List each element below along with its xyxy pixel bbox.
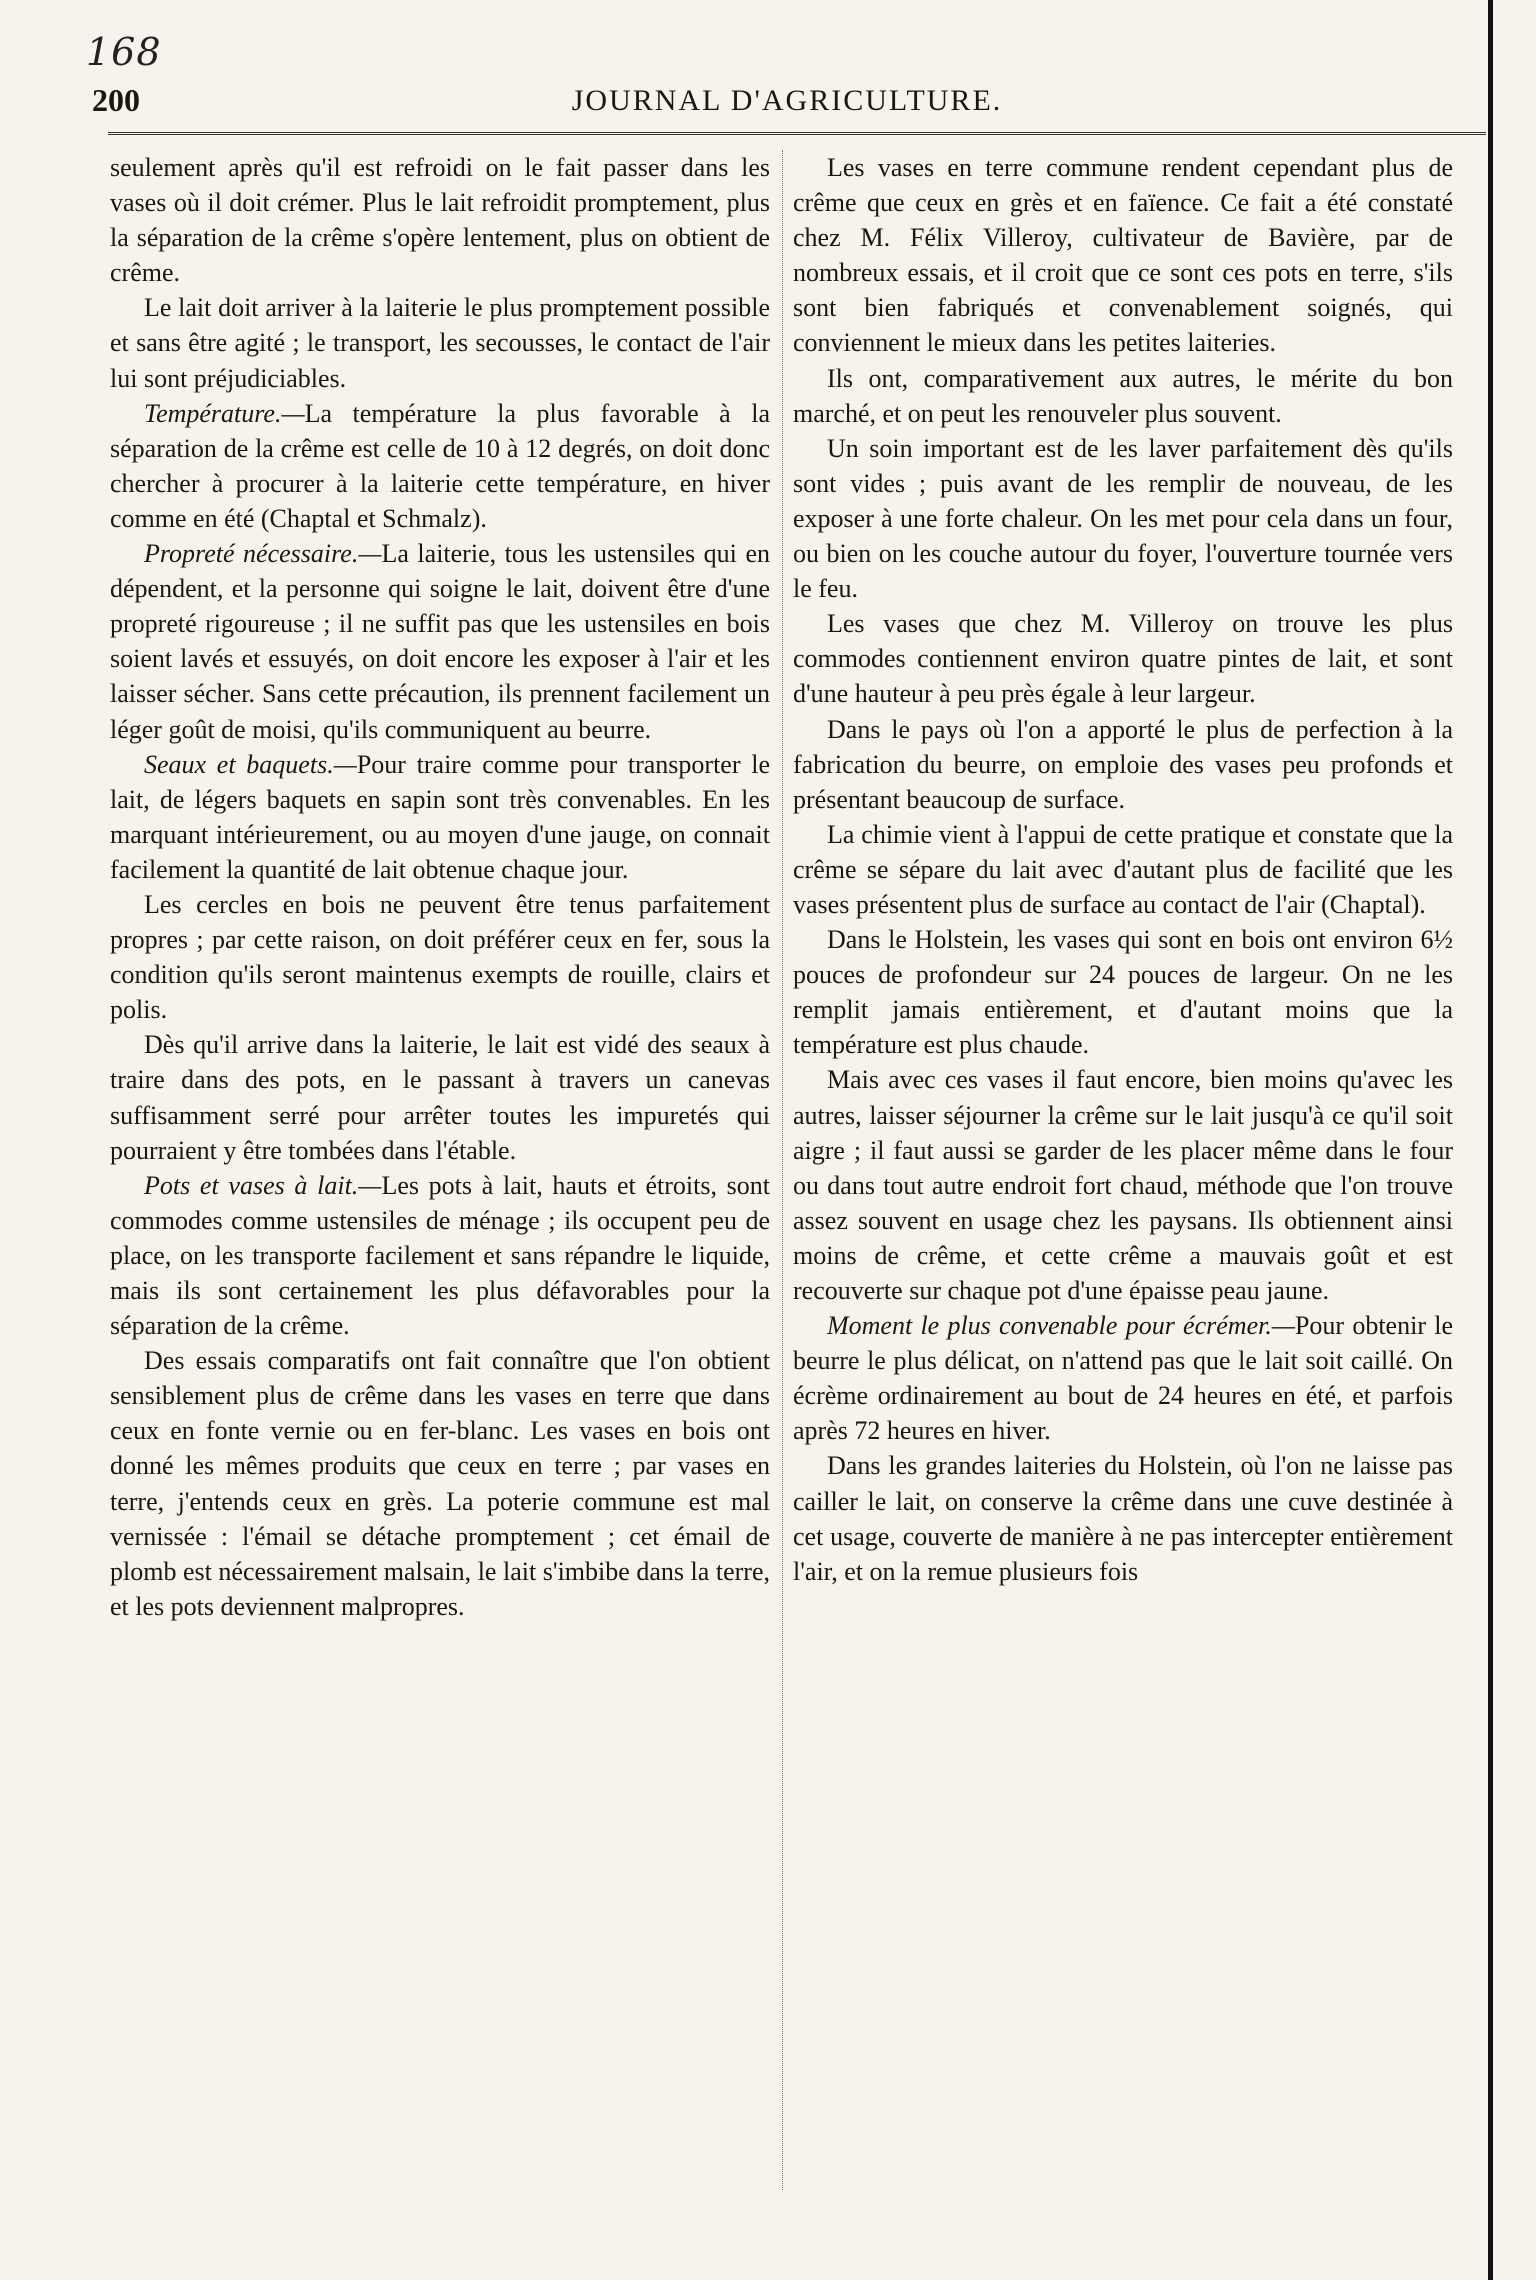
header-rule xyxy=(108,132,1486,135)
paragraph xyxy=(110,396,770,536)
paragraph xyxy=(793,361,1453,431)
paragraph xyxy=(793,817,1453,922)
paragraph-text: Un soin important est de les laver parfaitement dès qu'ils sont vides ; puis avant de les remplir de nouveau, de les exposer à une forte chaleur. On les met pour cela dans un four, ou bien on les couche autour du foyer, l'ouverture tournée vers le feu. xyxy=(793,433,1453,604)
paragraph xyxy=(110,1168,770,1343)
paragraph xyxy=(793,431,1453,606)
paragraph-text: Dès qu'il arrive dans la laiterie, le lait est vidé des seaux à traire dans des pots, en le passant à travers un canevas suffisamment serré pour arrêter toutes les impuretés qui pourraient y être tombées dans l'étable. xyxy=(110,1030,770,1165)
paragraph-text: Le lait doit arriver à la laiterie le plus promptement possible et sans être agité ; le transport, les secousses, le contact de l'air lui sont préjudiciables. xyxy=(110,293,770,393)
paragraph xyxy=(110,887,770,1027)
page-header xyxy=(92,82,1482,132)
running-title: JOURNAL D'AGRICULTURE. xyxy=(571,84,1003,117)
paragraph xyxy=(793,1308,1453,1448)
paragraph-text: Les pots à lait, hauts et étroits, sont commodes comme ustensiles de ménage ; ils occupent peu de place, on les transporte facilement et sans répandre le liquide, mais ils sont certainement les plus défavorables pour la séparation de la crême. xyxy=(110,1170,771,1341)
paragraph-text: Les vases en terre commune rendent cependant plus de crême que ceux en grès et en faïence. Ce fait a été constaté chez M. Félix Villeroy, cultivateur de Bavière, par de nombreux essais, et il croit que ce sont ces pots en terre, s'ils sont bien fabriqués et convenablement soignés, qui conviennent le mieux dans les petites laiteries. xyxy=(793,153,1453,358)
paragraph-text: Dans le Holstein, les vases qui sont en bois ont environ 6½ pouces de profondeur sur 24 pouces de largeur. On ne les remplit jamais entièrement, et d'autant moins que la température est plus chaude. xyxy=(793,925,1453,1060)
paragraph xyxy=(110,747,770,887)
paragraph xyxy=(793,606,1453,711)
paragraph-text: Ils ont, comparativement aux autres, le mérite du bon marché, et on peut les renouveler plus souvent. xyxy=(793,363,1453,428)
paragraph xyxy=(793,1062,1453,1308)
paragraph-text: Pour traire comme pour transporter le lait, de légers baquets en sapin sont très convenables. En les marquant intérieurement, ou au moyen d'une jauge, on connait facilement la quantité de lait obtenue chaque jour. xyxy=(110,749,771,884)
paragraph-text: La chimie vient à l'appui de cette pratique et constate que la crême se sépare du lait avec d'autant plus de facilité que les vases présentent plus de surface au contact de l'air (Chaptal). xyxy=(793,819,1453,919)
paragraph-text: Des essais comparatifs ont fait connaître que l'on obtient sensiblement plus de crême dans les vases en terre que dans ceux en fonte vernie ou en fer-blanc. Les vases en bois ont donné les mêmes produits que ceux en terre ; par vases en terre, j'entends ceux en grès. La poterie commune est mal vernissée : l'émail se détache promptement ; cet émail de plomb est nécessairement malsain, le lait s'imbibe dans la terre, et les pots deviennent malpropres. xyxy=(110,1346,770,1621)
paragraph-text: Pour obtenir le beurre le plus délicat, on n'attend pas que le lait soit caillé. On écrème ordinairement au bout de 24 heures en été, et parfois après 72 heures en hiver. xyxy=(793,1311,1453,1446)
run-in-heading: Propreté nécessaire.— xyxy=(144,539,382,569)
column-divider xyxy=(782,150,784,2190)
paragraph-text: Dans le pays où l'on a apporté le plus de perfection à la fabrication du beurre, on emploie des vases peu profonds et présentant beaucoup de surface. xyxy=(793,714,1453,814)
paragraph-text: La laiterie, tous les ustensiles qui en dépendent, et la personne qui soigne le lait, doivent être d'une propreté rigoureuse ; il ne suffit pas que les ustensiles en bois soient lavés et essuyés, on doit encore les exposer à l'air et les laisser sécher. Sans cette précaution, ils prennent facilement un léger goût de moisi, qu'ils communiquent au beurre. xyxy=(110,539,771,744)
left-column xyxy=(110,150,770,2190)
run-in-heading: Moment le plus convenable pour écrémer.— xyxy=(827,1311,1295,1341)
run-in-heading: Température.— xyxy=(144,398,305,428)
paragraph-text: Dans les grandes laiteries du Holstein, où l'on ne laisse pas cailler le lait, on conserve la crême dans une cuve destinée à cet usage, couverte de manière à ne pas intercepter entièrement l'air, et on la remue plusieurs fois xyxy=(793,1451,1453,1586)
paragraph xyxy=(793,712,1453,817)
paragraph xyxy=(793,922,1453,1062)
paragraph xyxy=(793,150,1453,361)
paragraph xyxy=(110,1343,770,1624)
handwritten-folio-number: 168 xyxy=(86,30,162,74)
paragraph-text: seulement après qu'il est refroidi on le fait passer dans les vases où il doit crémer. Plus le lait refroidit promptement, plus la séparation de la crême s'opère lentement, plus on obtient de crême. xyxy=(110,153,770,288)
paragraph xyxy=(110,290,770,395)
right-column xyxy=(793,150,1453,2190)
paragraph xyxy=(110,150,770,290)
paragraph-text: La température la plus favorable à la séparation de la crême est celle de 10 à 12 degrés, on doit donc chercher à procurer à la laiterie cette température, en hiver comme en été (Chaptal et Schmalz). xyxy=(110,398,770,533)
paragraph xyxy=(110,1027,770,1167)
paragraph xyxy=(793,1448,1453,1588)
run-in-heading: Seaux et baquets.— xyxy=(144,749,357,779)
binding-edge xyxy=(1488,0,1493,2280)
paragraph xyxy=(110,536,770,747)
run-in-heading: Pots et vases à lait.— xyxy=(144,1170,382,1200)
paragraph-text: Les vases que chez M. Villeroy on trouve les plus commodes contiennent environ quatre pintes de lait, et sont d'une hauteur à peu près égale à leur largeur. xyxy=(793,609,1453,709)
paragraph-text: Mais avec ces vases il faut encore, bien moins qu'avec les autres, laisser séjourner la crême sur le lait jusqu'à ce qu'il soit aigre ; il faut aussi se garder de les placer même dans le four ou dans tout autre endroit fort chaud, méthode que l'on trouve assez souvent en usage chez les paysans. Ils obtiennent ainsi moins de crême, et cette crême a mauvais goût et est recouverte sur chaque pot d'une épaisse peau jaune. xyxy=(793,1065,1453,1305)
paragraph-text: Les cercles en bois ne peuvent être tenus parfaitement propres ; par cette raison, on doit préférer ceux en fer, sous la condition qu'ils seront maintenus exempts de rouille, clairs et polis. xyxy=(110,889,770,1025)
page-number: 200 xyxy=(92,82,140,118)
